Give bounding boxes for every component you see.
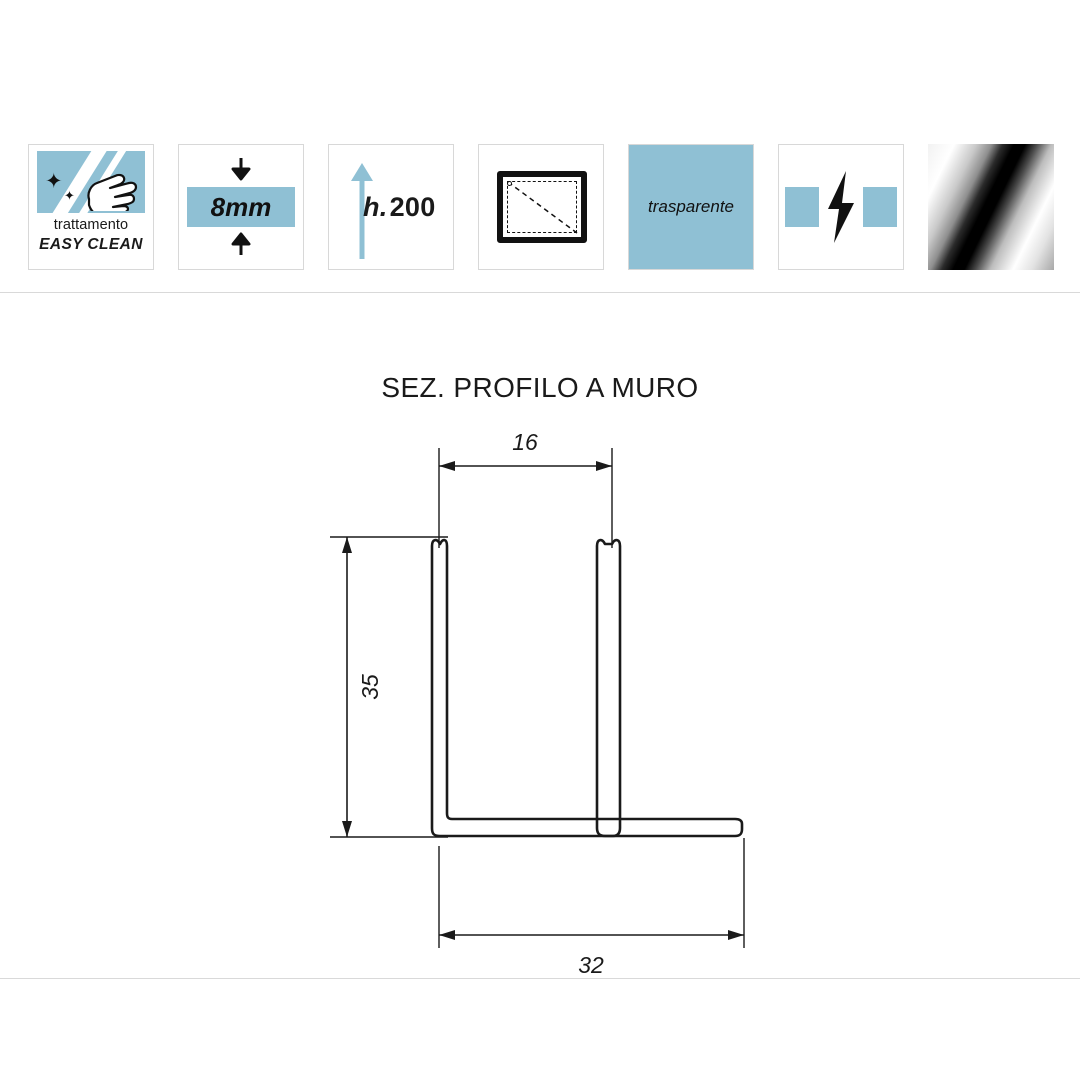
dimension-top-width xyxy=(439,429,612,471)
band-left xyxy=(785,187,819,227)
easy-clean-icon xyxy=(29,145,153,269)
feature-icon-finish xyxy=(928,144,1054,270)
arrow-up-icon xyxy=(228,231,254,257)
dimension-top-label: 16 xyxy=(512,429,538,455)
bottom-divider xyxy=(0,978,1080,979)
height-label-wrap xyxy=(363,145,447,269)
glass-swatch-icon xyxy=(629,145,753,269)
tray-corner-dot xyxy=(507,181,512,186)
drawing-title: SEZ. PROFILO A MURO xyxy=(381,372,699,403)
profile-section-drawing xyxy=(0,408,1080,1008)
thickness-band xyxy=(187,187,295,227)
dimension-bottom-width xyxy=(439,930,744,978)
easy-clean-line2: EASY CLEAN xyxy=(39,236,143,253)
sparkle-icon: ✦ xyxy=(45,170,63,193)
feature-icon-glass-type xyxy=(628,144,754,270)
extension-lines xyxy=(330,448,744,948)
feature-icon-height xyxy=(328,144,454,270)
feature-icon-thickness xyxy=(178,144,304,270)
dimension-bottom-label: 32 xyxy=(578,952,604,978)
band-right xyxy=(863,187,897,227)
feature-icon-easy-clean xyxy=(28,144,154,270)
hand-icon xyxy=(85,169,141,211)
feature-icon-reversible xyxy=(778,144,904,270)
sparkle-icon: ✦ xyxy=(64,188,75,203)
easy-clean-line1: trattamento xyxy=(53,217,129,233)
feature-icon-tray xyxy=(478,144,604,270)
profile-cross-section xyxy=(432,540,742,836)
arrow-down-icon xyxy=(228,156,254,182)
glass-type-label: trasparente xyxy=(648,197,734,216)
thickness-label: 8mm xyxy=(210,191,272,222)
dimension-height-label: 35 xyxy=(357,674,383,700)
strip-divider xyxy=(0,292,1080,293)
tray-diagonal-icon xyxy=(503,177,583,239)
feature-icon-strip xyxy=(0,0,1080,292)
dimension-height xyxy=(342,537,383,837)
chrome-finish-swatch-icon xyxy=(928,144,1054,270)
height-prefix: h. xyxy=(363,191,388,222)
height-value: 200 xyxy=(389,191,436,222)
lightning-bolt-icon xyxy=(821,169,861,245)
